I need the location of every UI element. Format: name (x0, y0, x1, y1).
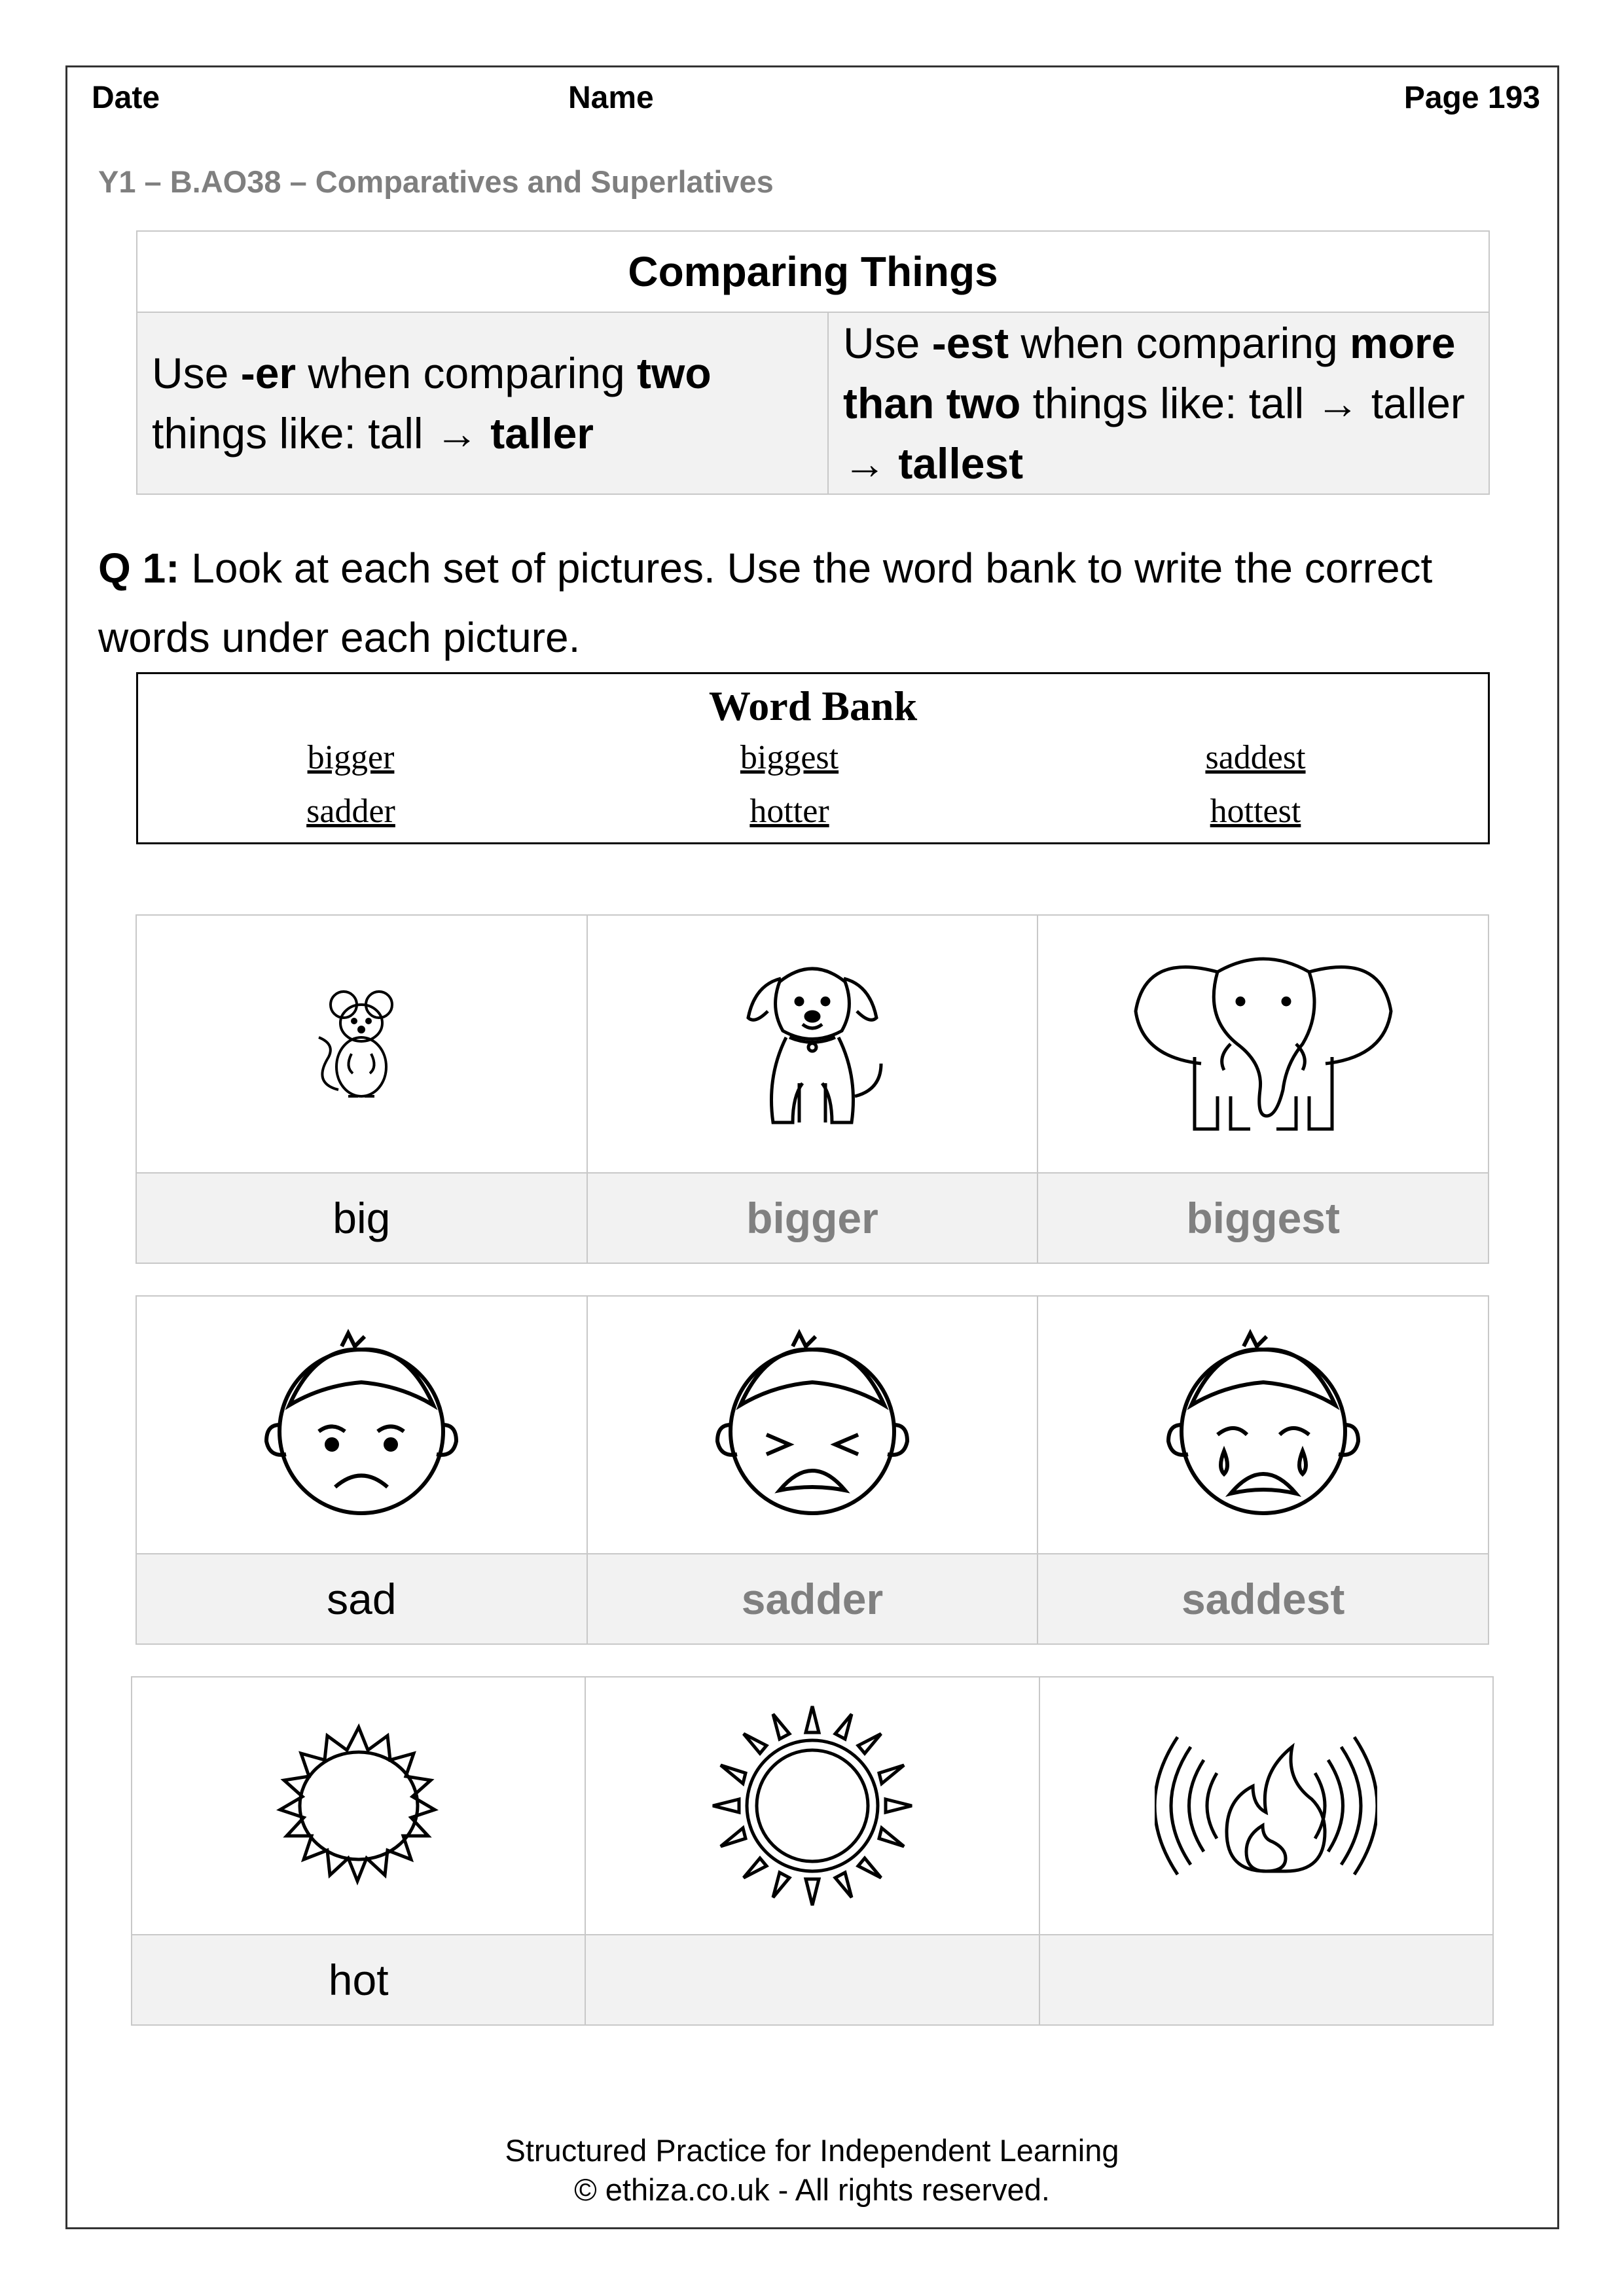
sad-row (135, 1295, 1489, 1645)
word-bank-word: hottest (1210, 793, 1301, 830)
word-bank-word: biggest (740, 739, 839, 776)
page-number: Page 193 (1403, 81, 1540, 115)
crying-face-icon (1152, 1327, 1375, 1523)
word-bank (136, 672, 1490, 844)
dog-icon (734, 952, 891, 1136)
comparing-table (136, 230, 1490, 495)
picture-cell (587, 1296, 1038, 1554)
worksheet-subtitle: Y1 – B.AO38 – Comparatives and Superlatives (98, 164, 774, 199)
answer-cell[interactable] (1039, 1935, 1493, 2025)
mouse-icon (312, 985, 410, 1103)
question-text: Q 1: Look at each set of pictures. Use the word bank to write the correct words under each picture. (98, 545, 1433, 661)
name-label: Name (568, 81, 654, 115)
sadder-face-icon (701, 1327, 924, 1523)
picture-cell (132, 1677, 585, 1935)
answer-cell[interactable]: sadder (587, 1554, 1038, 1644)
word-bank-word: saddest (1205, 739, 1306, 776)
picture-cell (1039, 1677, 1493, 1935)
word-cell: big (136, 1173, 587, 1263)
spiky-sun-icon (701, 1701, 924, 1910)
picture-cell (136, 915, 587, 1173)
comparing-table-title: Comparing Things (137, 231, 1489, 312)
answer-cell[interactable] (585, 1935, 1039, 2025)
footer-line2: © ethiza.co.uk - All rights reserved. (574, 2172, 1050, 2207)
elephant-icon (1132, 946, 1394, 1142)
er-rule: Use -er when comparing two things like: tall → taller (137, 312, 828, 494)
est-rule: Use -est when comparing more than two things like: tall → taller → tallest (828, 312, 1489, 494)
word-cell: sad (136, 1554, 587, 1644)
answer-cell[interactable]: biggest (1038, 1173, 1489, 1263)
hot-row (131, 1676, 1494, 2026)
big-row (135, 914, 1489, 1264)
word-bank-word: sadder (306, 793, 395, 830)
sad-face-icon (250, 1327, 473, 1523)
answer-cell[interactable]: bigger (587, 1173, 1038, 1263)
picture-cell (1038, 915, 1489, 1173)
word-bank-word: bigger (307, 739, 395, 776)
picture-cell (587, 915, 1038, 1173)
picture-cell (1038, 1296, 1489, 1554)
word-bank-title: Word Bank (708, 683, 918, 729)
sun-icon (247, 1708, 470, 1904)
word-cell: hot (132, 1935, 585, 2025)
picture-cell (585, 1677, 1039, 1935)
footer-line1: Structured Practice for Independent Learning (505, 2133, 1119, 2168)
answer-cell[interactable]: saddest (1038, 1554, 1489, 1644)
word-bank-word: hotter (749, 793, 829, 830)
picture-cell (136, 1296, 587, 1554)
fire-icon (1155, 1708, 1377, 1904)
date-label: Date (92, 81, 160, 115)
